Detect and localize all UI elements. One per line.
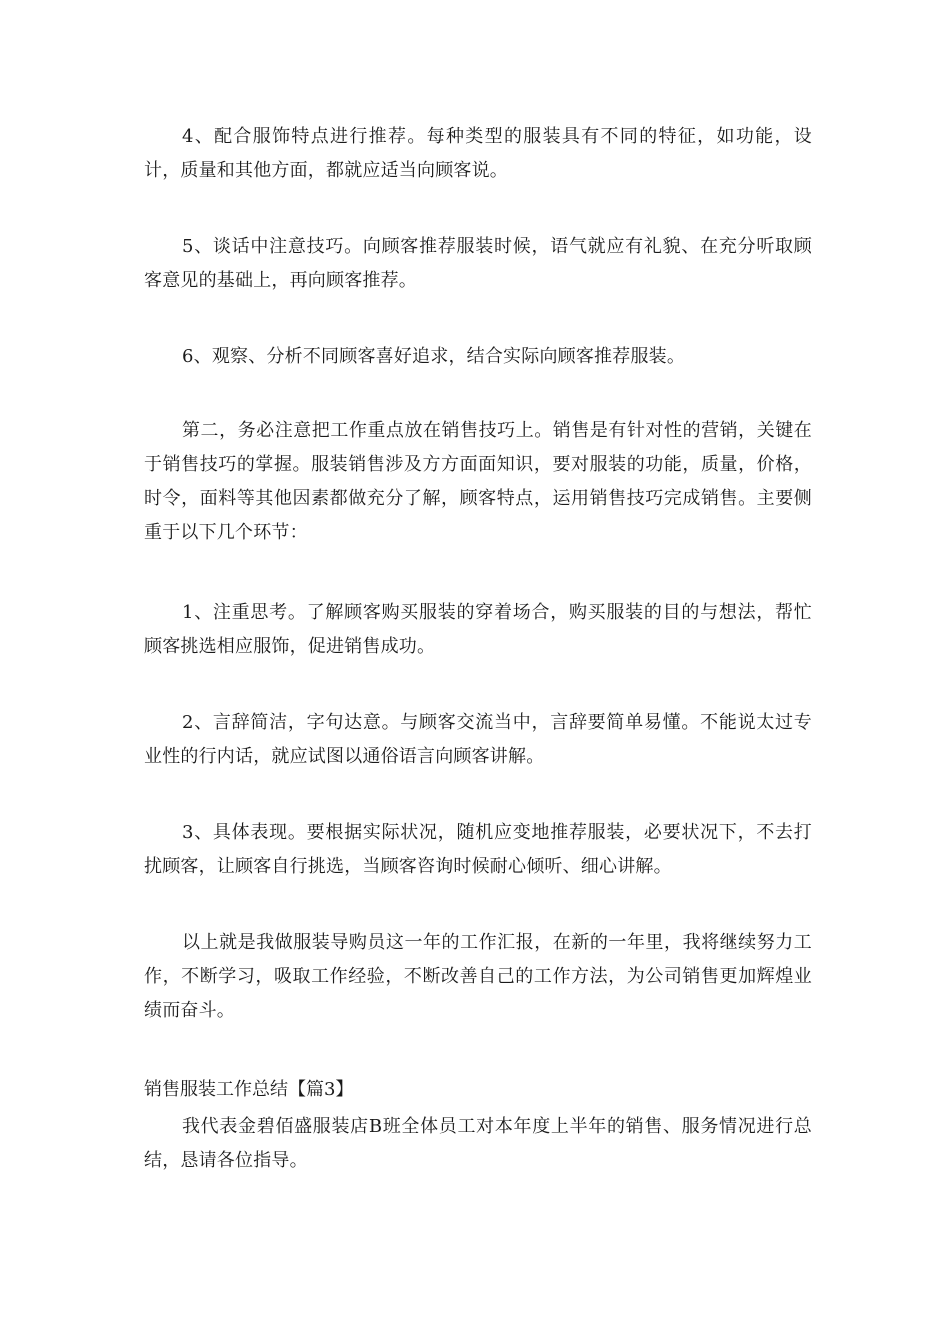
section-heading: 销售服装工作总结【篇3】	[144, 1079, 354, 1100]
paragraph-item-4: 4、配合服饰特点进行推荐。每种类型的服装具有不同的特征，如功能，设计，质量和其他方面，都就应适当向顾客说。	[144, 126, 812, 181]
paragraph-item-2: 2、言辞简洁，字句达意。与顾客交流当中，言辞要简单易懂。不能说太过专业性的行内话，就应试图以通俗语言向顾客讲解。	[144, 712, 812, 767]
paragraph-opening: 我代表金碧佰盛服装店B班全体员工对本年度上半年的销售、服务情况进行总结，恳请各位指导。	[144, 1116, 812, 1171]
paragraph-item-3: 3、具体表现。要根据实际状况，随机应变地推荐服装，必要状况下，不去打扰顾客，让顾客自行挑选，当顾客咨询时候耐心倾听、细心讲解。	[144, 822, 812, 877]
paragraph-item-1: 1、注重思考。了解顾客购买服装的穿着场合，购买服装的目的与想法，帮忙顾客挑选相应服饰，促进销售成功。	[144, 602, 812, 657]
paragraph-item-6: 6、观察、分析不同顾客喜好追求，结合实际向顾客推荐服装。	[182, 346, 686, 367]
paragraph-item-5: 5、谈话中注意技巧。向顾客推荐服装时候，语气就应有礼貌、在充分听取顾客意见的基础上，再向顾客推荐。	[144, 236, 812, 291]
paragraph-conclusion: 以上就是我做服装导购员这一年的工作汇报，在新的一年里，我将继续努力工作，不断学习，吸取工作经验，不断改善自己的工作方法，为公司销售更加辉煌业绩而奋斗。	[144, 932, 812, 1021]
paragraph-second-point: 第二，务必注意把工作重点放在销售技巧上。销售是有针对性的营销，关键在于销售技巧的掌握。服装销售涉及方方面面知识，要对服装的功能，质量，价格，时令，面料等其他因素都做充分了解，顾客特点，运用销售技巧完成销售。主要侧重于以下几个环节：	[144, 420, 812, 543]
